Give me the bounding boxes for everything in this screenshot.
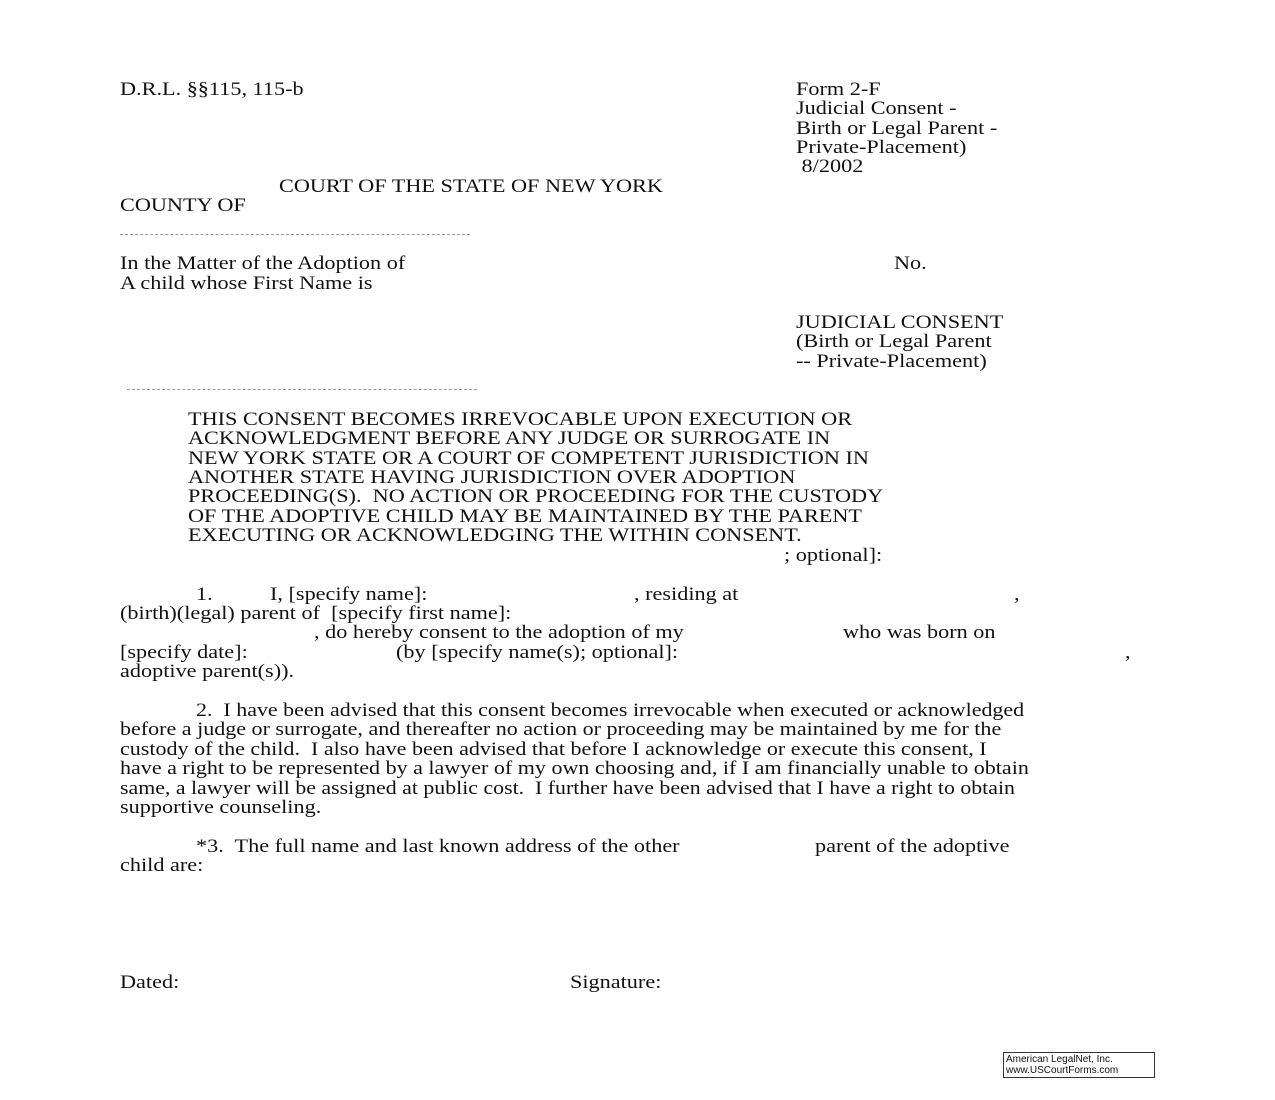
punctuation: ,	[1014, 584, 1020, 605]
paragraph-2-line: supportive counseling.	[120, 797, 322, 818]
document-subtitle: -- Private-Placement)	[796, 351, 987, 372]
notice-line: PROCEEDING(S). NO ACTION OR PROCEEDING FOR THE CUSTODY	[188, 486, 884, 507]
dated-label: Dated:	[120, 972, 180, 993]
signature-label: Signature:	[570, 972, 662, 993]
optional-note: ; optional]:	[784, 545, 883, 566]
adoptive-parents-label: (by [specify name(s); optional]:	[396, 642, 679, 663]
paragraph-3-text: parent of the adoptive	[815, 836, 1010, 857]
publisher-name: American LegalNet, Inc.	[1006, 1054, 1113, 1065]
county-label: COUNTY OF	[120, 195, 246, 216]
notice-line: EXECUTING OR ACKNOWLEDGING THE WITHIN CONSENT.	[188, 525, 802, 546]
name-label: I, [specify name]:	[270, 584, 428, 605]
divider	[127, 389, 477, 390]
form-title-line: Judicial Consent -	[796, 98, 957, 119]
date-label: [specify date]:	[120, 642, 248, 663]
punctuation: ,	[1125, 642, 1131, 663]
case-number-label: No.	[894, 253, 927, 274]
form-date: 8/2002	[796, 156, 864, 177]
publisher-url: www.USCourtForms.com	[1006, 1065, 1119, 1076]
paragraph-2-line: custody of the child. I also have been advised that before I acknowledge or execute this consent, I	[120, 739, 987, 760]
divider	[120, 234, 470, 235]
publisher-badge	[1003, 1052, 1155, 1078]
parent-label: (birth)(legal) parent of [specify first name]:	[120, 603, 512, 624]
court-heading: COURT OF THE STATE OF NEW YORK	[279, 176, 663, 197]
notice-line: NEW YORK STATE OR A COURT OF COMPETENT JURISDICTION IN	[188, 448, 869, 469]
notice-line: ACKNOWLEDGMENT BEFORE ANY JUDGE OR SURROGATE IN	[188, 428, 831, 449]
form-number: Form 2-F	[796, 79, 881, 100]
paragraph-3-text: *3. The full name and last known address of the other	[196, 836, 680, 857]
residence-label: , residing at	[634, 584, 739, 605]
form-title-line: Private-Placement)	[796, 137, 967, 158]
statute-reference: D.R.L. §§115, 115-b	[120, 79, 304, 100]
paragraph-3-text: child are:	[120, 855, 204, 876]
paragraph-2-line: 2. I have been advised that this consent becomes irrevocable when executed or acknowledged	[196, 700, 1025, 721]
notice-line: ANOTHER STATE HAVING JURISDICTION OVER ADOPTION	[188, 467, 796, 488]
form-title-line: Birth or Legal Parent -	[796, 118, 998, 139]
matter-caption: In the Matter of the Adoption of	[120, 253, 406, 274]
adoptive-parents-text: adoptive parent(s)).	[120, 661, 295, 682]
consent-text: , do hereby consent to the adoption of my	[314, 622, 684, 643]
paragraph-2-line: have a right to be represented by a lawyer of my own choosing and, if I am financially unable to obtain	[120, 758, 1029, 779]
child-caption: A child whose First Name is	[120, 273, 373, 294]
document-subtitle: (Birth or Legal Parent	[796, 331, 992, 352]
paragraph-2-line: same, a lawyer will be assigned at public cost. I further have been advised that I have a right to obtain	[120, 778, 1015, 799]
notice-line: THIS CONSENT BECOMES IRREVOCABLE UPON EXECUTION OR	[188, 409, 853, 430]
document-title: JUDICIAL CONSENT	[796, 312, 1004, 333]
notice-line: OF THE ADOPTIVE CHILD MAY BE MAINTAINED BY THE PARENT	[188, 506, 862, 527]
paragraph-2-line: before a judge or surrogate, and thereafter no action or proceeding may be maintained by me for the	[120, 719, 1002, 740]
paragraph-number: 1.	[196, 584, 213, 605]
birth-label: who was born on	[843, 622, 996, 643]
